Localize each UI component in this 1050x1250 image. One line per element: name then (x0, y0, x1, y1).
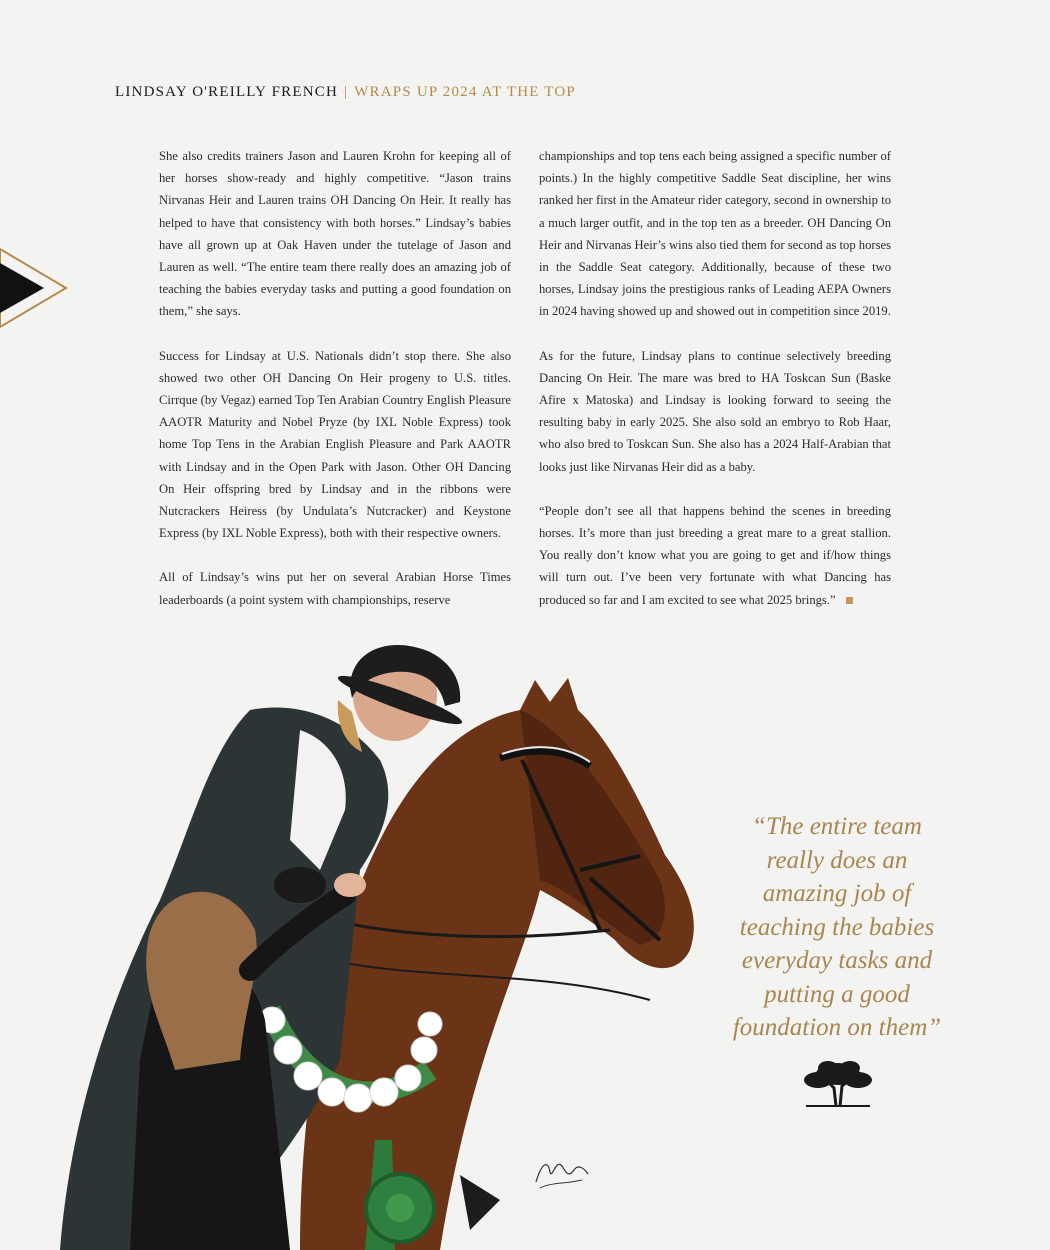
pull-quote-line: everyday tasks and (741, 947, 933, 974)
pull-quote-line: putting a good (764, 980, 910, 1008)
end-mark-icon (846, 597, 853, 604)
pull-quote (712, 810, 962, 1045)
article-paragraph: championships and top tens each being assigned a specific number of points.) In the highly competitive Saddle Seat discipline, her wins ranked her first in the Amateur rider category, second in ownership to a much larger outfit, and in the top ten as a breeder. OH Dancing On Heir and Nirvanas Heir’s wins also tied them for second as top horses in the Saddle Seat category. Additionally, because of these two horses, Lindsay joins the prestigious ranks of Leading AEPA Owners in 2024 having showed up and showed out in competition since 2019. (539, 149, 891, 319)
header-separator: | (343, 84, 349, 100)
article-left-column (159, 145, 511, 633)
pull-quote-line: amazing job of (762, 880, 912, 907)
article-paragraph: She also credits trainers Jason and Lauren Krohn for keeping all of her horses show-ready and highly competitive. “Jason trains Nirvanas Heir and Lauren trains OH Dancing On Heir. It really has helped to have that consistency with both horses.” Lindsay’s babies have all grown up at Oak Haven under the tutelage of Jason and Lauren as well. “The entire team there really does an amazing job of teaching the babies everyday tasks and putting a good foundation on them,” she says. (159, 149, 511, 319)
article-right-column (539, 145, 891, 633)
rider-horse-photo (0, 640, 710, 1250)
article-paragraph: Success for Lindsay at U.S. Nationals didn’t stop there. She also showed two other OH Dancing On Heir progeny to U.S. titles. Cirrque (by Vegaz) earned Top Ten Arabian Country English Pleasure AAOTR Maturity and Nobel Pryze (by IXL Noble Express) took home Top Tens in the Arabian English Pleasure and Park AAOTR with Lindsay and in the Open Park with Jason. Other OH Dancing On Heir offspring bred by Lindsay and in the ribbons were Nutcrackers Heiress (by Undulata’s Nutcracker) and Keystone Express (by IXL Noble Express), both with their respective owners. (159, 348, 511, 541)
article-paragraph: As for the future, Lindsay plans to continue selectively breeding Dancing On Heir. The mare was bred to HA Toskcan Sun (Baske Afire x Matoska) and Lindsay is looking forward to seeing the resulting baby in early 2025. She also sold an embryo to Rob Haar, who also bred to Toskcan Sun. She also has a 2024 Half-Arabian that looks just like Nirvanas Heir did as a baby. (539, 348, 891, 474)
oak-tree-logo-icon (800, 1058, 876, 1108)
header-subtitle: WRAPS UP 2024 AT THE TOP (354, 84, 576, 100)
pull-quote-line: foundation on them” (732, 1014, 942, 1041)
header-name: LINDSAY O'REILLY FRENCH (115, 84, 338, 100)
page-header (115, 84, 576, 101)
photographer-signature (532, 1152, 592, 1192)
closing-quote-text: “People don’t see all that happens behind the scenes in breeding horses. It’s more than just breeding a great mare to a great stallion. You really don’t know what you are going to get and if/how things will turn out. I’ve been very fortunate with what Dancing has produced so far and I am excited to see what 2025 brings.” (539, 503, 891, 607)
pull-quote-line: “The entire team (752, 813, 922, 840)
article-paragraph: All of Lindsay’s wins put her on several Arabian Horse Times leaderboards (a point system with championships, reserve (159, 570, 511, 607)
pull-quote-line: teaching the babies (739, 913, 935, 941)
pull-quote-line: really does an (766, 846, 908, 874)
chevron-arrow-icon (0, 243, 70, 333)
article-closing-paragraph (539, 500, 891, 611)
